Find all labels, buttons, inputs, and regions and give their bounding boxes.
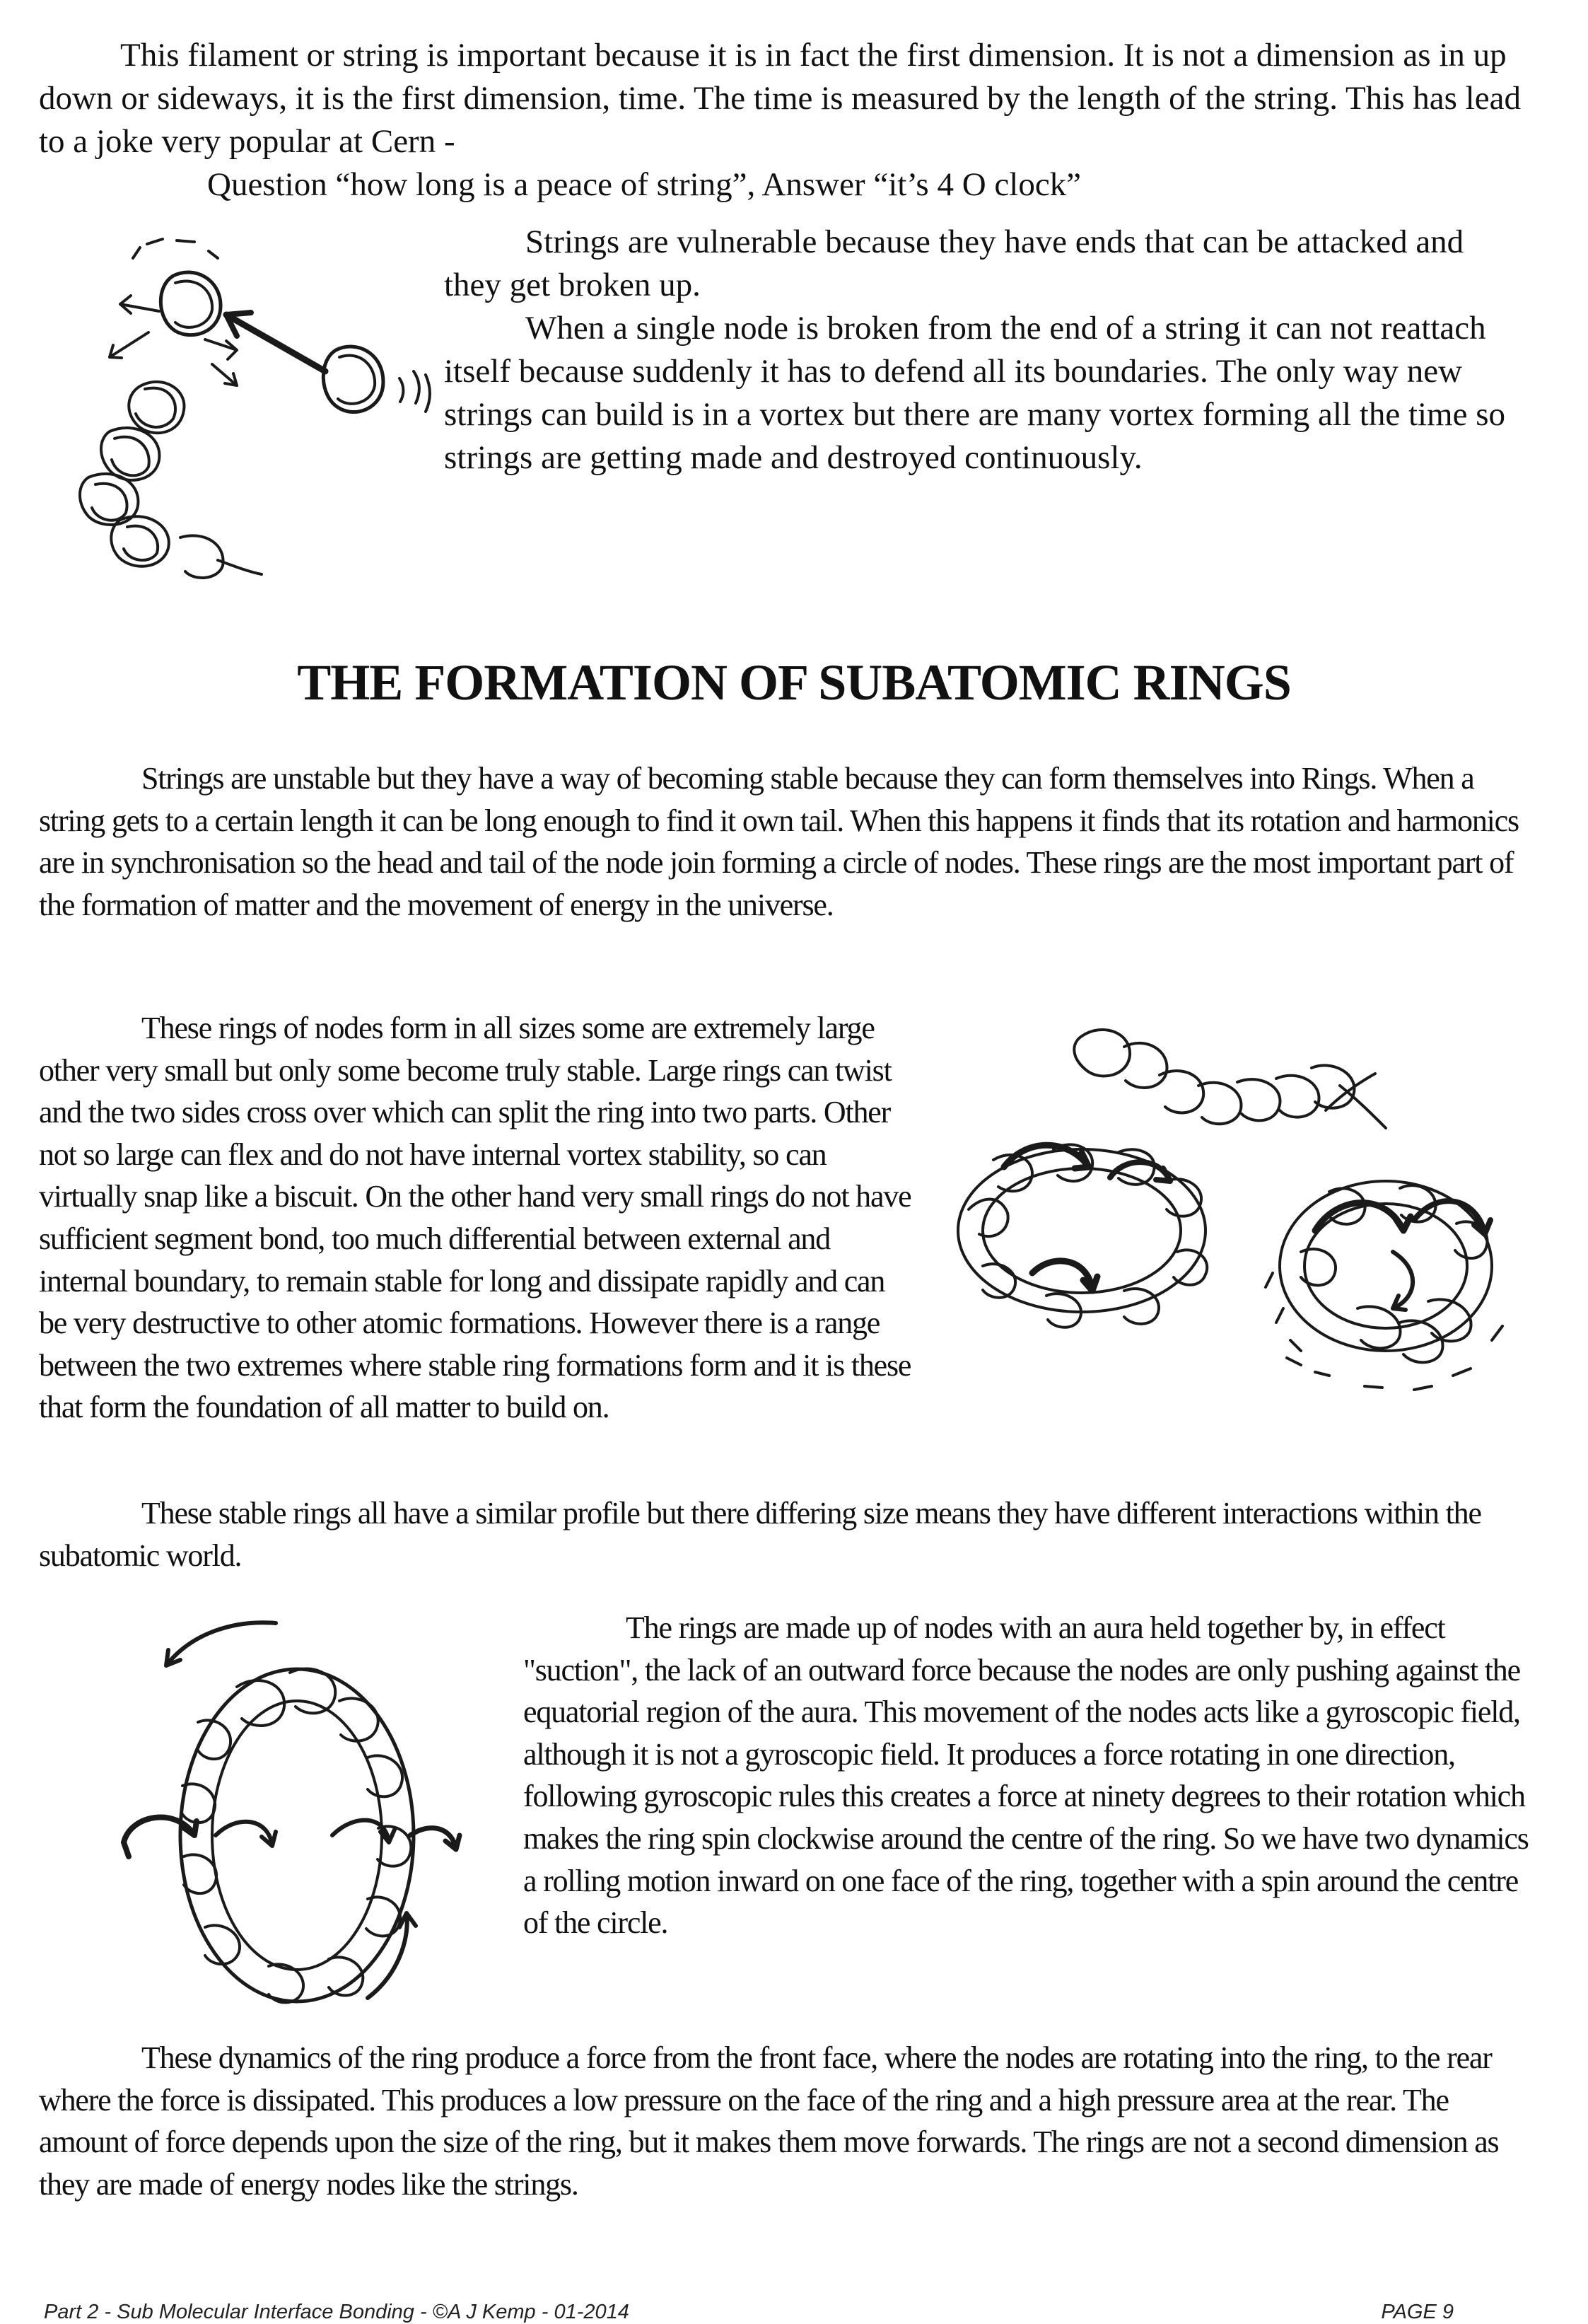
broken-string-figure [35, 233, 431, 580]
strings-broken-paragraph: When a single node is broken from the end of a string it can not reattach itself because suddenly it has to defend all its boundaries. The only way new strings can build is in a vortex but there are many vortex forming all the time so strings are getting made and destroyed continuously. [444, 310, 1506, 476]
stable-rings-paragraph: These stable rings all have a similar profile but there differing size means they have different interactions within the subatomic world. [39, 1496, 1481, 1573]
rings-intro-paragraph: Strings are unstable but they have a way of becoming stable because they can form themselves into Rings. When a string gets to a certain length it can be long enough to find it own tail. When this happens it finds that its rotation and harmonics are in synchronisation so the head and tail of the node join forming a circle of nodes. These rings are the most important part of the formation of matter and the movement of energy in the universe. [39, 761, 1519, 922]
ring-force-paragraph: These dynamics of the ring produce a force from the front face, where the nodes are rotating into the ring, to the rear where the force is dissipated. This produces a low pressure on the face of the ring and a high pressure area at the rear. The amount of force depends upon the size of the ring, but it makes them move forwards. The rings are not a second dimension as they are made of energy nodes like the strings. [39, 2040, 1499, 2202]
cern-joke: Question “how long is a peace of string”, Answer “it’s 4 O clock” [207, 166, 1082, 203]
ring-formations-figure [933, 1018, 1513, 1443]
ring-dynamics-paragraph: The rings are made up of nodes with an aura held together by, in effect "suction", the lack of an outward force because the nodes are only pushing against the equatorial region of the aura. This movement of the nodes acts like a gyroscopic field, although it is not a gyroscopic field. It produces a force rotating in one direction, following gyroscopic rules this creates a force at ninety degrees to their rotation which makes the ring spin clockwise around the centre of the ring. So we have two dynamics a rolling motion inward on one face of the ring, together with a spin around the centre of the circle. [523, 1610, 1529, 1941]
strings-vulnerable-paragraph: Strings are vulnerable because they have ends that can be attacked and they get broken up. [444, 223, 1464, 303]
spinning-ring-figure [99, 1602, 481, 2040]
footer-credit: Part 2 - Sub Molecular Interface Bonding - ©A J Kemp - 01-2014 [44, 2301, 629, 2323]
page-number: PAGE 9 [1381, 2301, 1454, 2323]
section-title: THE FORMATION OF SUBATOMIC RINGS [297, 654, 1291, 711]
intro-paragraph: This filament or string is important because it is in fact the first dimension. It is not a dimension as in up down or sideways, it is the first dimension, time. The time is measured by the length of the string. This has lead to a joke very popular at Cern - [39, 37, 1521, 160]
ring-sizes-paragraph: These rings of nodes form in all sizes some are extremely large other very small but only some become truly stable. Large rings can twist and the two sides cross over which can split the ring into two parts. Other not so large can flex and do not have internal vortex stability, so can virtually snap like a biscuit. On the other hand very small rings do not have sufficient segment bond, too much differential between external and internal boundary, to remain stable for long and dissipate rapidly and can be very destructive to other atomic formations. However there is a range between the two extremes where stable ring formations form and it is these that form the foundation of all matter to build on. [39, 1011, 911, 1425]
